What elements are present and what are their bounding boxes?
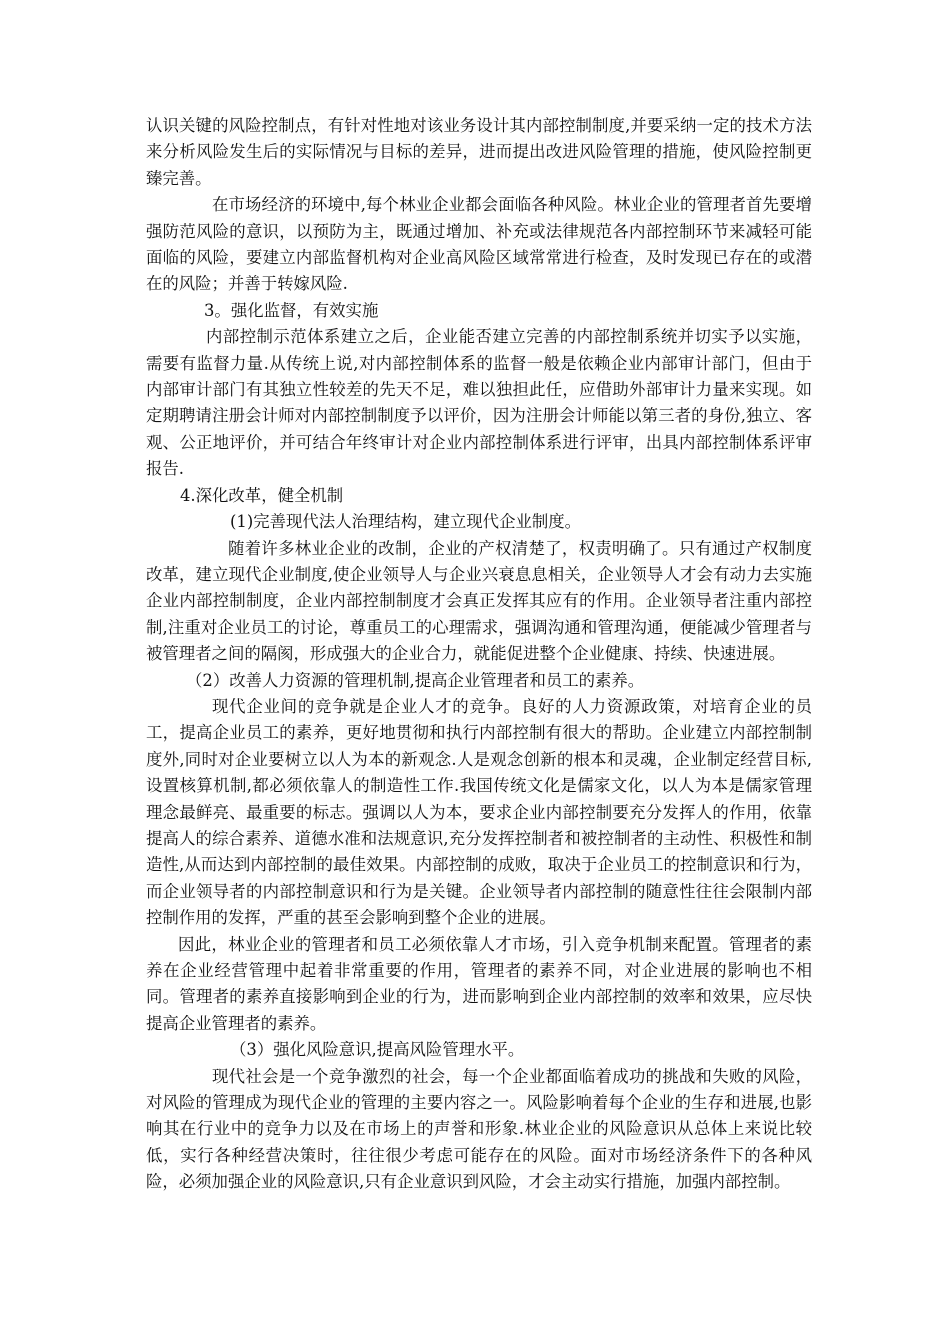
paragraph-talent-competition: 现代企业间的竞争就是企业人才的竞争。良好的人力资源政策，对培育企业的员工，提高企业员工的素养，更好地贯彻和执行内部控制有很大的帮助。企业建立内部控制制度外,同时对企业要树立以人为本的新观念.人是观念创新的根本和灵魂，企业制定经营目标,设置核算机制,都必须依靠人的制造性工作.我国传统文化是儒家文化，以人为本是儒家管理理念最鲜亮、最重要的标志。强调以人为本，要求企业内部控制要充分发挥人的作用，依靠提高人的综合素养、道德水准和法规意识,充分发挥控制者和被控制者的主动性、积极性和制造性,从而达到内部控制的最佳效果。内部控制的成败，取决于企业员工的控制意识和行为，而企业领导者的内部控制意识和行为是关键。企业领导者内部控制的随意性往往会限制内部控制作用的发挥，严重的甚至会影响到整个企业的进展。: [146, 696, 812, 928]
paragraph-market-economy-risk: 在市场经济的环境中,每个林业企业都会面临各种风险。林业企业的管理者首先要增强防范风险的意识，以预防为主，既通过增加、补充或法律规范各内部控制环节来减轻可能面临的风险，要建立内部监督机构对企业高风险区域常常进行检查，及时发现已存在的或潜在的风险；并善于转嫁风险.: [146, 195, 812, 294]
document-page: [146, 113, 812, 1196]
paragraph-internal-control-supervision: 内部控制示范体系建立之后，企业能否建立完善的内部控制系统并切实予以实施，需要有监督力量.从传统上说,对内部控制体系的监督一般是依赖企业内部审计部门，但由于内部审计部门有其独立性较差的先天不足，难以独担此任，应借助外部审计力量来实现。如定期聘请注册会计师对内部控制制度予以评价，因为注册会计师能以第三者的身份,独立、客观、公正地评价，并可结合年终审计对企业内部控制体系进行评审，出具内部控制体系评审报告.: [146, 327, 812, 479]
paragraph-risk-control-points: 认识关键的风险控制点，有针对性地对该业务设计其内部控制制度,并要采纳一定的技术方法来分析风险发生后的实际情况与目标的差异，进而提出改进风险管理的措施，使风险控制更臻完善。: [146, 116, 812, 188]
paragraph-forestry-restructuring: 随着许多林业企业的改制，企业的产权清楚了，权责明确了。只有通过产权制度改革，建立现代企业制度,使企业领导人与企业兴衰息息相关，企业领导人才会有动力去实施企业内部控制制度，企业内部控制制度才会真正发挥其应有的作用。企业领导者注重内部控制,注重对企业员工的讨论，尊重员工的心理需求，强调沟通和管理沟通，便能减少管理者与被管理者之间的隔阂，形成强大的企业合力，就能促进整个企业健康、持续、快速进展。: [146, 538, 812, 664]
paragraph-modern-society-risk: 现代社会是一个竞争激烈的社会，每一个企业都面临着成功的挑战和失败的风险，对风险的管理成为现代企业的管理的主要内容之一。风险影响着每个企业的生存和进展,也影响其在行业中的竞争力以及在市场上的声誉和形象.林业企业的风险意识从总体上来说比较低，实行各种经营决策时，往往很少考虑可能存在的风险。面对市场经济条件下的各种风险，必须加强企业的风险意识,只有企业意识到风险，才会主动实行措施，加强内部控制。: [146, 1066, 812, 1192]
paragraph-talent-market: 因此，林业企业的管理者和员工必须依靠人才市场，引入竞争机制来配置。管理者的素养在企业经营管理中起着非常重要的作用，管理者的素养不同，对企业进展的影响也不相同。管理者的素养直接影响到企业的行为，进而影响到企业内部控制的效率和效果，应尽快提高企业管理者的素养。: [146, 934, 812, 1033]
heading-deepen-reform: 4.深化改革，健全机制: [180, 485, 344, 505]
subheading-risk-awareness: （3）强化风险意识,提高风险管理水平。: [230, 1040, 525, 1060]
subheading-human-resources: （2）改善人力资源的管理机制,提高企业管理者和员工的素养。: [186, 670, 645, 690]
subheading-corporate-governance: (1)完善现代法人治理结构，建立现代企业制度。: [230, 512, 582, 532]
heading-strengthen-supervision: 3。强化监督，有效实施: [204, 300, 379, 320]
